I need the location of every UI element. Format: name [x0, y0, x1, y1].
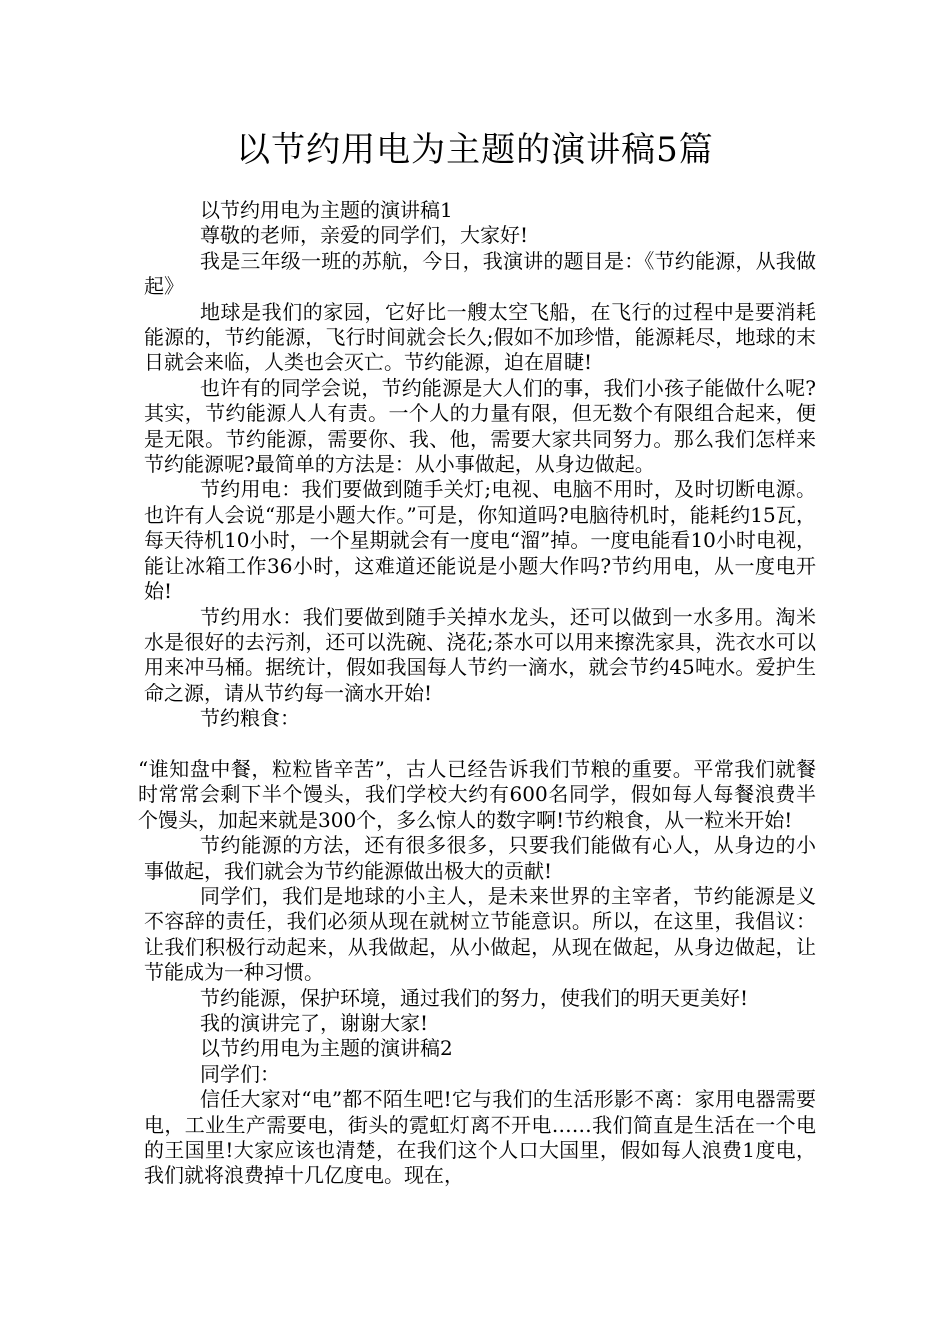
body-paragraph: 节约粮食： [200, 706, 300, 731]
intro-paragraph: 我是三年级一班的苏航，今日，我演讲的题目是：《节约能源，从我做起》 [144, 248, 816, 299]
body-paragraph: 节约能源，保护环境，通过我们的努力，使我们的明天更美好! [200, 985, 749, 1010]
body-paragraph: 节约用水：我们要做到随手关掉水龙头，还可以做到一水多用。淘米水是很好的去污剂，还可以洗碗、浇花;茶水可以用来擦洗家具，洗衣水可以用来冲马桶。据统计，假如我国每人节约一滴水，就会节约45吨水。爱护生命之源，请从节约每一滴水开始! [144, 604, 816, 705]
body-paragraph: 同学们，我们是地球的小主人，是未来世界的主宰者，节约能源是义不容辞的责任，我们必须从现在就树立节能意识。所以，在这里，我倡议：让我们积极行动起来，从我做起，从小做起，从现在做起，从身边做起，让节能成为一种习惯。 [144, 883, 816, 985]
document-title: 以节约用电为主题的演讲稿5篇 [236, 130, 714, 170]
body-paragraph: “谁知盘中餐，粒粒皆辛苦”，古人已经告诉我们节粮的重要。平常我们就餐时常常会剩下半个馒头，我们学校大约有600名同学，假如每人每餐浪费半个馒头，加起来就是300个，多么惊人的数字啊!节约粮食，从一粒米开始! [138, 756, 816, 832]
body-paragraph: 节约能源的方法，还有很多很多，只要我们能做有心人，从身边的小事做起，我们就会为节约能源做出极大的贡献! [144, 833, 816, 883]
document-body [138, 198, 816, 1189]
body-paragraph: 信任大家对“电”都不陌生吧!它与我们的生活形影不离：家用电器需要电，工业生产需要电，街头的霓虹灯离不开电……我们简直是生活在一个电的王国里!大家应该也清楚，在我们这个人口大国里，假如每人浪费1度电，我们就将浪费掉十几亿度电。现在， [144, 1087, 816, 1188]
greeting-paragraph: 同学们： [200, 1061, 280, 1086]
body-paragraph: 节约用电：我们要做到随手关灯;电视、电脑不用时，及时切断电源。也许有人会说“那是小题大作。”可是，你知道吗?电脑待机时，能耗约15瓦，每天待机10小时，一个星期就会有一度电“溜”掉。一度电能看10小时电视，能让冰箱工作36小时，这难道还能说是小题大作吗?节约用电，从一度电开始! [144, 477, 816, 604]
blank-line [144, 732, 816, 757]
body-paragraph: 地球是我们的家园，它好比一艘太空飞船，在飞行的过程中是要消耗能源的，节约能源，飞行时间就会长久;假如不加珍惜，能源耗尽，地球的末日就会来临，人类也会灭亡。节约能源，迫在眉睫! [144, 299, 816, 375]
greeting-paragraph: 尊敬的老师，亲爱的同学们，大家好! [200, 223, 529, 248]
body-paragraph: 也许有的同学会说，节约能源是大人们的事，我们小孩子能做什么呢?其实，节约能源人人有责。一个人的力量有限，但无数个有限组合起来，便是无限。节约能源，需要你、我、他，需要大家共同努力。那么我们怎样来节约能源呢?最简单的方法是：从小事做起，从身边做起。 [144, 375, 816, 477]
closing-paragraph: 我的演讲完了，谢谢大家! [200, 1010, 429, 1035]
section-heading-1: 以节约用电为主题的演讲稿1 [200, 198, 453, 222]
section-heading-2: 以节约用电为主题的演讲稿2 [200, 1036, 453, 1061]
